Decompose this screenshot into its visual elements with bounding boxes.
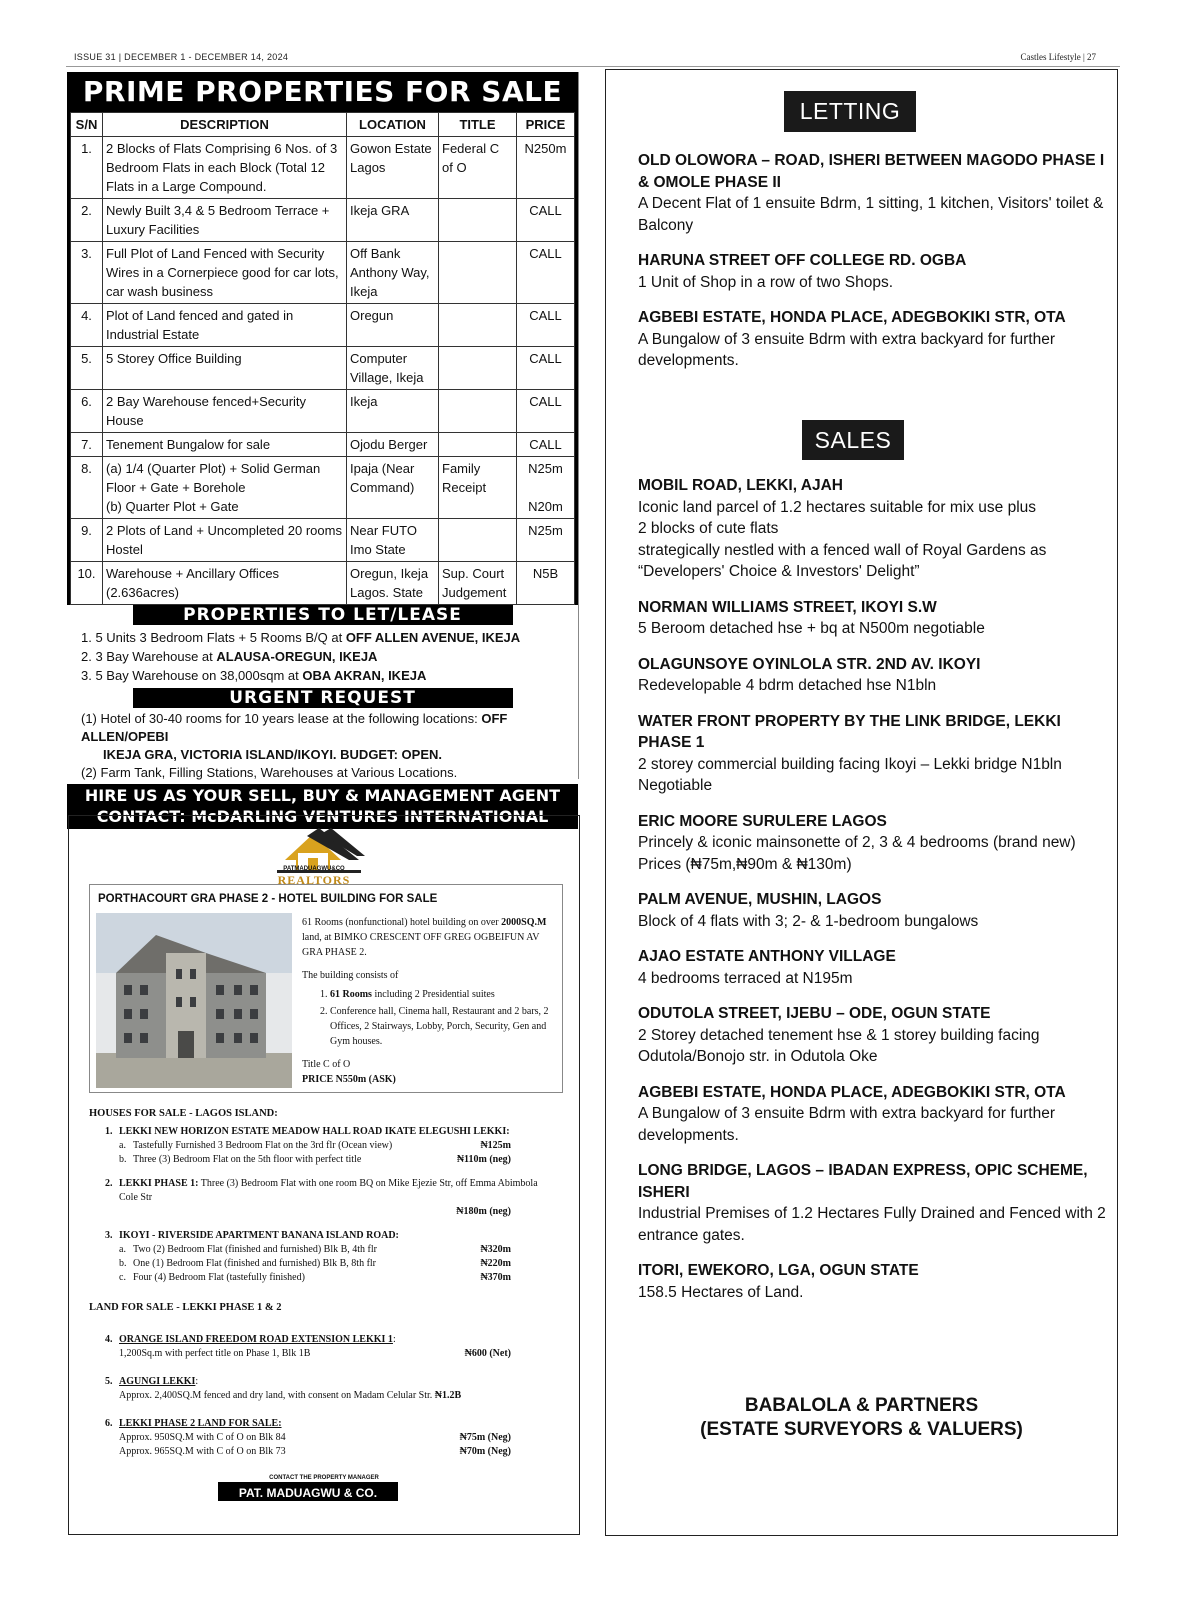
table-row [71,390,575,433]
cell-loc: Oregun, Ikeja Lagos. State [347,562,439,605]
list-item-price: ₦180m (neg) [456,1206,511,1217]
cell-loc: Ipaja (Near Command) [347,457,439,519]
listing-description: 2 Storey detached tenement hse & 1 storey building facing Odutola/Bonojo str. in Odutola Oke [638,1026,1040,1065]
urgent-request-heading: URGENT REQUEST [133,688,513,708]
list-item: (1) Hotel of 30-40 rooms for 10 years lease at the following locations: OFF ALLEN/OPEBI [81,711,508,744]
land-heading: LAND FOR SALE - LEKKI PHASE 1 & 2 [89,1302,282,1313]
cell-title: Sup. Court Judgement [439,562,517,605]
list-item-cont: IKEJA GRA, VICTORIA ISLAND/IKOYI. BUDGET: OPEN. [103,747,442,762]
listing-entry [638,597,1116,640]
cell-desc: 2 Plots of Land + Uncompleted 20 rooms Hostel [103,519,347,562]
col-header: LOCATION [347,113,439,137]
hotel-listing [89,884,563,1093]
listing-description: 5 Beroom detached hse + bq at N500m negotiable [638,620,985,637]
cell-title [439,390,517,433]
list-item: 1. LEKKI NEW HORIZON ESTATE MEADOW HALL ROAD IKATE ELEGUSHI LEKKI: [105,1126,510,1137]
list-item: 1. 5 Units 3 Bedroom Flats + 5 Rooms B/Q at OFF ALLEN AVENUE, IKEJA [81,630,521,645]
listing-location: OLAGUNSOYE OYINLOLA STR. 2ND AV. IKOYI [638,655,981,673]
table-header-row [71,113,575,137]
listing-entry [638,475,1116,583]
cell-price: CALL [517,242,575,304]
list-item-detail: Approx. 2,400SQ.M fenced and dry land, with consent on Madam Celular Str. ₦1.2B [119,1390,462,1401]
cell-title [439,242,517,304]
cell-loc: Oregun [347,304,439,347]
cell-desc: Plot of Land fenced and gated in Industrial Estate [103,304,347,347]
listing-entry [638,1260,1116,1303]
cell-title: Family Receipt [439,457,517,519]
prime-properties-title: PRIME PROPERTIES FOR SALE [67,72,578,112]
listing-entry [638,150,1116,236]
list-item-detail: Approx. 965SQ.M with C of O on Blk 73 ₦70m (Neg) [119,1446,511,1457]
list-item: b. Three (3) Bedroom Flat on the 5th floor with perfect title ₦110m (neg) [119,1154,511,1165]
table-row [71,347,575,390]
hotel-price: PRICE N550m (ASK) [302,1074,396,1085]
list-item: 2. 3 Bay Warehouse at ALAUSA-OREGUN, IKEJA [81,649,378,664]
contact-label: CONTACT THE PROPERTY MANAGER [269,1475,379,1481]
list-item-detail: 1,200Sq.m with perfect title on Phase 1, Blk 1B ₦600 (Net) [119,1348,511,1359]
cell-loc: Gowon Estate Lagos [347,137,439,199]
listing-entry [638,711,1116,797]
listing-entry [638,307,1116,372]
table-row [71,304,575,347]
cell-loc: Ikeja GRA [347,199,439,242]
cell-sn: 1. [71,137,103,199]
cell-desc: Tenement Bungalow for sale [103,433,347,457]
cell-sn: 3. [71,242,103,304]
cell-sn: 2. [71,199,103,242]
let-lease-heading: PROPERTIES TO LET/LEASE [133,605,513,625]
cell-loc: Off Bank Anthony Way, Ikeja [347,242,439,304]
cell-price: CALL [517,433,575,457]
listing-entry [638,654,1116,697]
cell-title: Federal C of O [439,137,517,199]
listing-location: ERIC MOORE SURULERE LAGOS [638,812,887,830]
cell-sn: 10. [71,562,103,605]
listing-location: AGBEBI ESTATE, HONDA PLACE, ADEGBOKIKI STR, OTA [638,1083,1066,1101]
list-item: 2. LEKKI PHASE 1: Three (3) Bedroom Flat with one room BQ on Mike Ejezie Str, off Emma Abimbola Cole Str [105,1178,538,1203]
listing-description: Industrial Premises of 1.2 Hectares Fully Drained and Fenced with 2 entrance gates. [638,1205,1106,1244]
list-item: 5. AGUNGI LEKKI: [105,1376,199,1387]
cell-sn: 7. [71,433,103,457]
listing-description: A Bungalow of 3 ensuite Bdrm with extra backyard for further developments. [638,330,1055,369]
table-row [71,137,575,199]
cell-price: N5B [517,562,575,605]
list-item: 3. IKOYI - RIVERSIDE APARTMENT BANANA ISLAND ROAD: [105,1230,399,1241]
listing-entry [638,1082,1116,1147]
listing-description: 2 storey commercial building facing Ikoyi – Lekki bridge N1bln Negotiable [638,755,1062,794]
listings-body [89,1101,559,1459]
let-lease-list [67,625,578,688]
listing-description: A Decent Flat of 1 ensuite Bdrm, 1 sitting, 1 kitchen, Visitors' toilet & Balcony [638,195,1104,234]
list-item: c. Four (4) Bedroom Flat (tastefully finished) ₦370m [119,1272,511,1283]
listing-entry [638,1003,1116,1068]
table-row [71,433,575,457]
table-row [71,199,575,242]
listing-location: WATER FRONT PROPERTY BY THE LINK BRIDGE, LEKKI PHASE 1 [638,712,1061,751]
listing-description: 1 Unit of Shop in a row of two Shops. [638,273,894,291]
cell-sn: 4. [71,304,103,347]
list-item-detail: Approx. 950SQ.M with C of O on Blk 84 ₦75m (Neg) [119,1432,511,1443]
listing-location: PALM AVENUE, MUSHIN, LAGOS [638,891,882,908]
houses-heading: HOUSES FOR SALE - LAGOS ISLAND: [89,1108,278,1119]
logo-realtors: REALTORS [277,873,351,887]
cell-title [439,304,517,347]
col-header: TITLE [439,113,517,137]
sales-tag: SALES [802,420,904,460]
listing-location: NORMAN WILLIAMS STREET, IKOYI S.W [638,598,937,616]
cell-desc: Newly Built 3,4 & 5 Bedroom Terrace + Luxury Facilities [103,199,347,242]
listing-description: Block of 4 flats with 3; 2- & 1-bedroom bungalows [638,912,979,930]
cell-title [439,519,517,562]
list-item: a. Tastefully Furnished 3 Bedroom Flat on the 3rd flr (Ocean view) ₦125m [119,1140,511,1151]
list-item: b. One (1) Bedroom Flat (finished and furnished) Blk B, 8th flr ₦220m [119,1258,511,1269]
table-row [71,562,575,605]
cell-sn: 9. [71,519,103,562]
cell-price: CALL [517,347,575,390]
table-row [71,519,575,562]
cell-price: N250m [517,137,575,199]
cell-loc: Computer Village, Ikeja [347,347,439,390]
properties-table [70,112,575,605]
listing-location: HARUNA STREET OFF COLLEGE RD. OGBA [638,252,967,269]
firm-signature: BABALOLA & PARTNERS (ESTATE SURVEYORS & VALUERS) [700,1395,1023,1440]
sales-list [638,475,1116,1317]
agent-contact-footer: HIRE US AS YOUR SELL, BUY & MANAGEMENT AGENT CONTACT: McDARLING VENTURES INTERNATIONAL [67,784,578,829]
table-row [71,242,575,304]
hotel-title: PORTHACOURT GRA PHASE 2 - HOTEL BUILDING FOR SALE [98,893,438,905]
cell-price: CALL [517,199,575,242]
listing-description: Princely & iconic mainsonette of 2, 3 & 4 bedrooms (brand new) Prices (₦75m,₦90m & ₦130m) [638,834,1076,873]
listing-entry [638,1160,1116,1246]
hotel-features [302,987,558,1049]
listing-description: 4 bedrooms terraced at N195m [638,969,853,987]
cell-sn: 8. [71,457,103,519]
col-header: S/N [71,113,103,137]
cell-sn: 5. [71,347,103,390]
list-item: 3. 5 Bay Warehouse on 38,000sqm at OBA AKRAN, IKEJA [81,668,427,683]
listing-entry [638,889,1116,932]
list-item: 1. 61 Rooms including 2 Presidential suites [330,987,558,1002]
listing-location: LONG BRIDGE, LAGOS – IBADAN EXPRESS, OPIC SCHEME, ISHERI [638,1162,1088,1201]
listing-location: OLD OLOWORA – ROAD, ISHERI BETWEEN MAGODO PHASE I & OMOLE PHASE II [638,152,1105,191]
hotel-details: 61 Rooms (nonfunctional) hotel building on over 2000SQ.M land, at BIMKO CRESCENT OFF GREG OGBEIFUN AV GRA PHASE 2. The building consists of 1. 61 Rooms including 2 Presidential suites 2. Conference hall, Cinema hall, Restaurant and 2 bars, 2 Offices, 2 Stairways, Lobby, Porch, Security, Gen and Gym houses. Title C of O PRICE N550m (ASK) [302,915,558,1087]
cell-desc: 2 Blocks of Flats Comprising 6 Nos. of 3 Bedroom Flats in each Block (Total 12 Flats in a Large Compound. [103,137,347,199]
cell-title [439,347,517,390]
cell-loc: Ojodu Berger [347,433,439,457]
col-header: PRICE [517,113,575,137]
listing-location: MOBIL ROAD, LEKKI, AJAH [638,477,843,494]
letting-list [638,150,1116,386]
col-header: DESCRIPTION [103,113,347,137]
cell-price: CALL [517,304,575,347]
list-item: a. Two (2) Bedroom Flat (finished and furnished) Blk B, 4th flr ₦320m [119,1244,511,1255]
listing-entry [638,811,1116,876]
cell-loc: Ikeja [347,390,439,433]
hotel-title-doc: Title C of O [302,1059,351,1070]
cell-price: N25m N20m [517,457,575,519]
listing-description: A Bungalow of 3 ensuite Bdrm with extra backyard for further developments. [638,1105,1055,1144]
listing-location: ITORI, EWEKORO, LGA, OGUN STATE [638,1262,919,1279]
cell-desc: 5 Storey Office Building [103,347,347,390]
listing-location: ODUTOLA STREET, IJEBU – ODE, OGUN STATE [638,1005,991,1022]
cell-price: CALL [517,390,575,433]
listing-entry [638,946,1116,989]
cell-desc: Full Plot of Land Fenced with Security Wires in a Cornerpiece good for car lots, car wash business [103,242,347,304]
cell-title [439,199,517,242]
hotel-building-photo [96,913,292,1088]
issue-info: ISSUE 31 | DECEMBER 1 - DECEMBER 14, 2024 [74,52,289,62]
patmaduagwu-ad [68,815,580,1535]
cell-loc: Near FUTO Imo State [347,519,439,562]
header-rule [66,66,1120,67]
logo-company-name: PATMADUAGWU&CO [283,866,345,872]
listing-location: AJAO ESTATE ANTHONY VILLAGE [638,948,896,965]
cell-desc: 2 Bay Warehouse fenced+Security House [103,390,347,433]
cell-desc: (a) 1/4 (Quarter Plot) + Solid German Floor + Gate + Borehole (b) Quarter Plot + Gate [103,457,347,519]
cell-sn: 6. [71,390,103,433]
contact-name-bar: PAT. MADUAGWU & CO. [219,1483,397,1500]
listing-entry [638,250,1116,293]
listing-description: Redevelopable 4 bdrm detached hse N1bln [638,677,937,694]
listing-location: AGBEBI ESTATE, HONDA PLACE, ADEGBOKIKI STR, OTA [638,309,1066,326]
cell-desc: Warehouse + Ancillary Offices (2.636acres) [103,562,347,605]
list-item: (2) Farm Tank, Filling Stations, Warehouses at Various Locations. [81,765,458,780]
listing-description: Iconic land parcel of 1.2 hectares suitable for mix use plus 2 blocks of cute flats strategically nestled with a fenced wall of Royal Gardens as “Developers' Choice & Investors' Delight” [638,498,1047,580]
table-row [71,457,575,519]
list-item: 2. Conference hall, Cinema hall, Restaurant and 2 bars, 2 Offices, 2 Stairways, Lobby, Porch, Security, Gen and Gym houses. [330,1004,558,1049]
mcdarling-ad [67,72,579,826]
cell-price: N25m [517,519,575,562]
urgent-request-list [67,708,578,784]
page-number: Castles Lifestyle | 27 [1020,52,1096,62]
babalola-ad [605,69,1118,1536]
cell-title [439,433,517,457]
listing-description: 158.5 Hectares of Land. [638,1283,804,1301]
list-item: 6. LEKKI PHASE 2 LAND FOR SALE: [105,1418,282,1429]
list-item: 4. ORANGE ISLAND FREEDOM ROAD EXTENSION LEKKI 1: [105,1334,396,1345]
letting-tag: LETTING [784,91,916,132]
